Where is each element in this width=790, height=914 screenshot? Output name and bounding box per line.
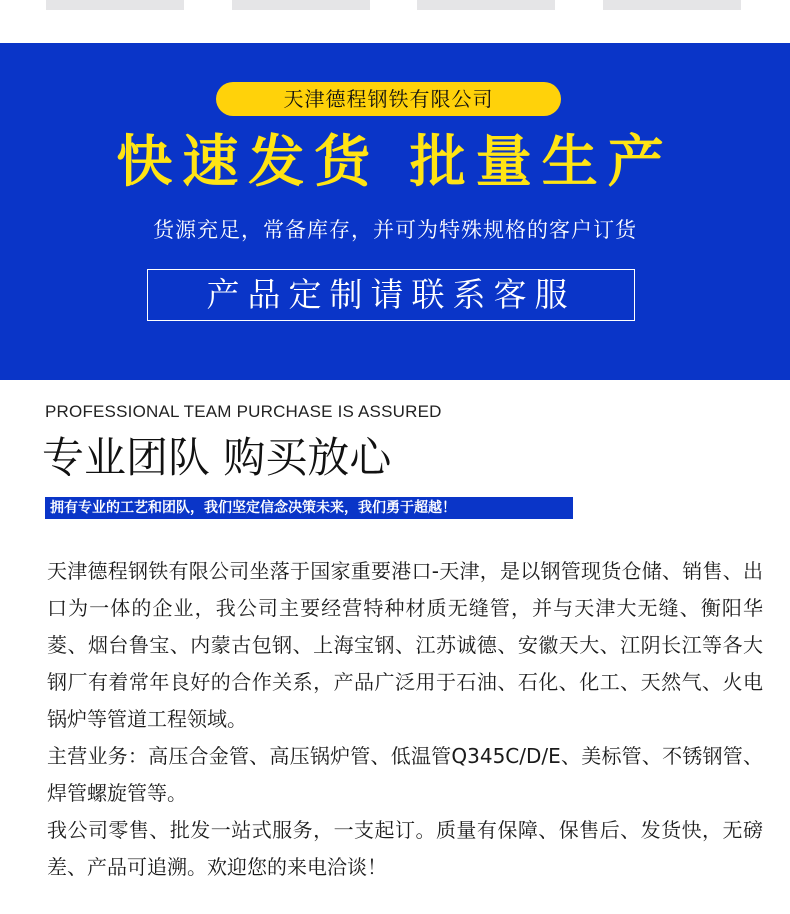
section-english-title: PROFESSIONAL TEAM PURCHASE IS ASSURED xyxy=(45,402,442,421)
top-tab-3[interactable] xyxy=(417,0,555,10)
top-tab-2[interactable] xyxy=(232,0,370,10)
top-tab-1[interactable] xyxy=(46,0,184,10)
banner-subline: 货源充足，常备库存，并可为特殊规格的客户订货 xyxy=(153,218,637,242)
slogan-text: 拥有专业的工艺和团队，我们坚定信念决策未来，我们勇于超越！ xyxy=(50,500,456,516)
banner-headline: 快速发货 批量生产 xyxy=(116,130,674,195)
section-chinese-title: 专业团队 购买放心 xyxy=(42,433,392,482)
main-business-paragraph: 主营业务：高压合金管、高压锅炉管、低温管Q345C/D/E、美标管、不锈钢管、焊管螺旋管等。 xyxy=(47,744,763,805)
top-tab-4[interactable] xyxy=(603,0,741,10)
top-tab-strip xyxy=(0,0,790,12)
company-intro-paragraph: 天津德程钢铁有限公司坐落于国家重要港口-天津，是以钢管现货仓储、销售、出口为一体的企业，我公司主要经营特种材质无缝管，并与天津大无缝、衡阳华菱、烟台鲁宝、内蒙古包钢、上海宝钢、江苏诚德、安徽天大、江阴长江等各大钢厂有着常年良好的合作关系，产品广泛用于石油、石化、化工、天然气、火电锅炉等管道工程领域。 xyxy=(47,559,763,731)
company-name-badge: 天津德程钢铁有限公司 xyxy=(216,82,561,116)
service-paragraph: 我公司零售、批发一站式服务，一支起订。质量有保障、保售后、发货快，无磅差、产品可追溯。欢迎您的来电洽谈！ xyxy=(47,818,763,879)
contact-service-button[interactable]: 产品定制请联系客服 xyxy=(147,269,635,321)
